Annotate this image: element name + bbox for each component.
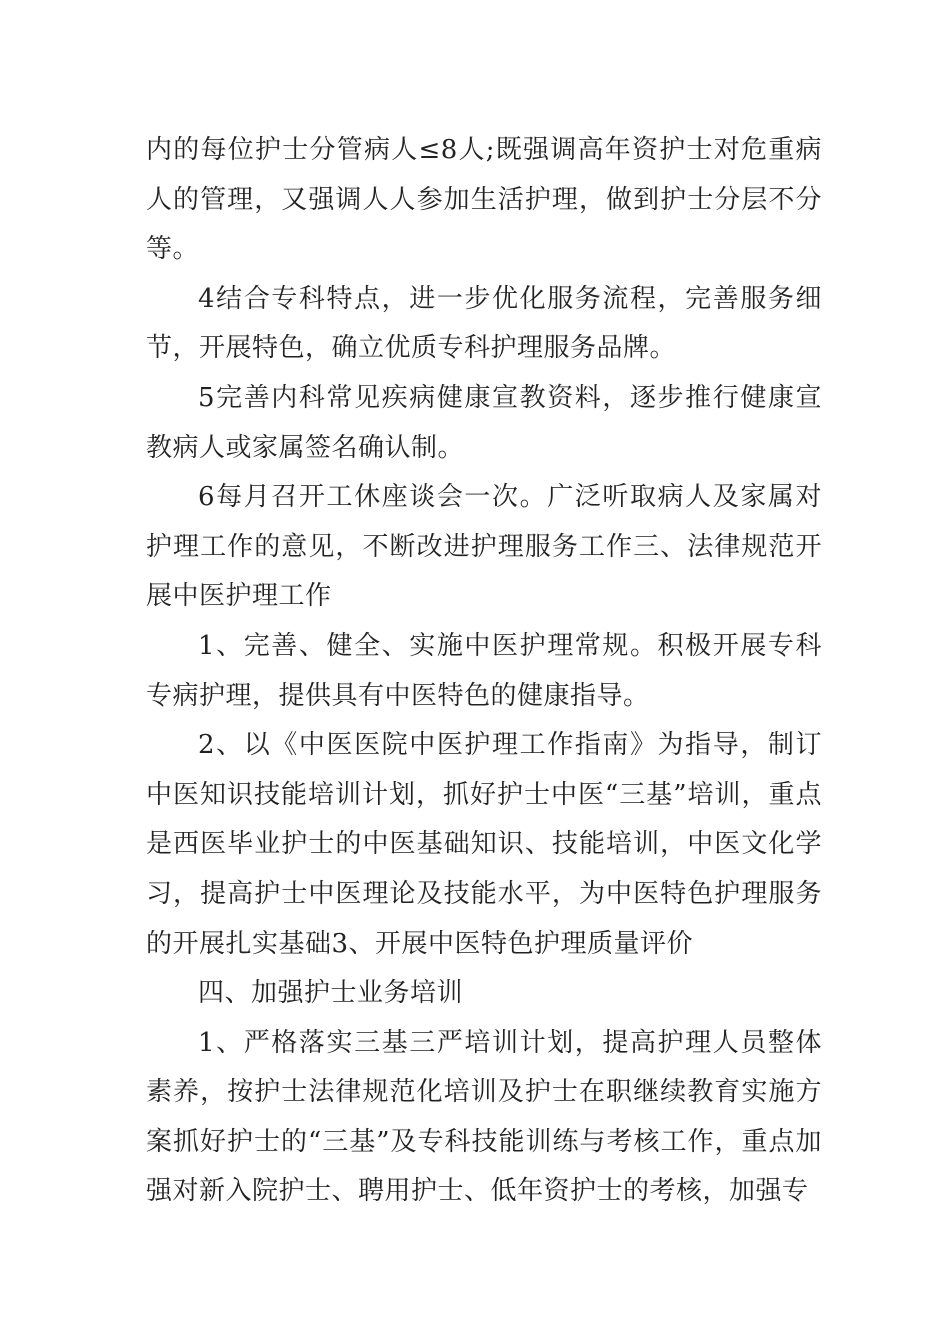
document-page <box>146 126 822 1217</box>
section-heading-training: 四、加强护士业务培训 <box>198 978 464 1009</box>
paragraph-training-1: 1、严格落实三基三严培训计划，提高护理人员整体素养，按护士法律规范化培训及护士在职继续教育实施方案抓好护士的“三基”及专科技能训练与考核工作，重点加强对新入院护士、聘用护士、低年资护士的考核，加强专 <box>146 1027 822 1207</box>
paragraph-item-4: 4结合专科特点，进一步优化服务流程，完善服务细节，开展特色，确立优质专科护理服务品牌。 <box>146 283 822 364</box>
paragraph-continuation: 内的每位护士分管病人≤8人;既强调高年资护士对危重病人的管理，又强调人人参加生活护理，做到护士分层不分等。 <box>146 135 822 265</box>
paragraph-tcm-1: 1、完善、健全、实施中医护理常规。积极开展专科专病护理，提供具有中医特色的健康指导。 <box>146 630 822 711</box>
paragraph-item-6: 6每月召开工休座谈会一次。广泛听取病人及家属对护理工作的意见，不断改进护理服务工作三、法律规范开展中医护理工作 <box>146 482 822 612</box>
paragraph-item-5: 5完善内科常见疾病健康宣教资料，逐步推行健康宣教病人或家属签名确认制。 <box>146 382 822 463</box>
paragraph-tcm-2: 2、以《中医医院中医护理工作指南》为指导，制订中医知识技能培训计划，抓好护士中医“三基”培训，重点是西医毕业护士的中医基础知识、技能培训，中医文化学习，提高护士中医理论及技能水平，为中医特色护理服务的开展扎实基础3、开展中医特色护理质量评价 <box>146 730 822 959</box>
